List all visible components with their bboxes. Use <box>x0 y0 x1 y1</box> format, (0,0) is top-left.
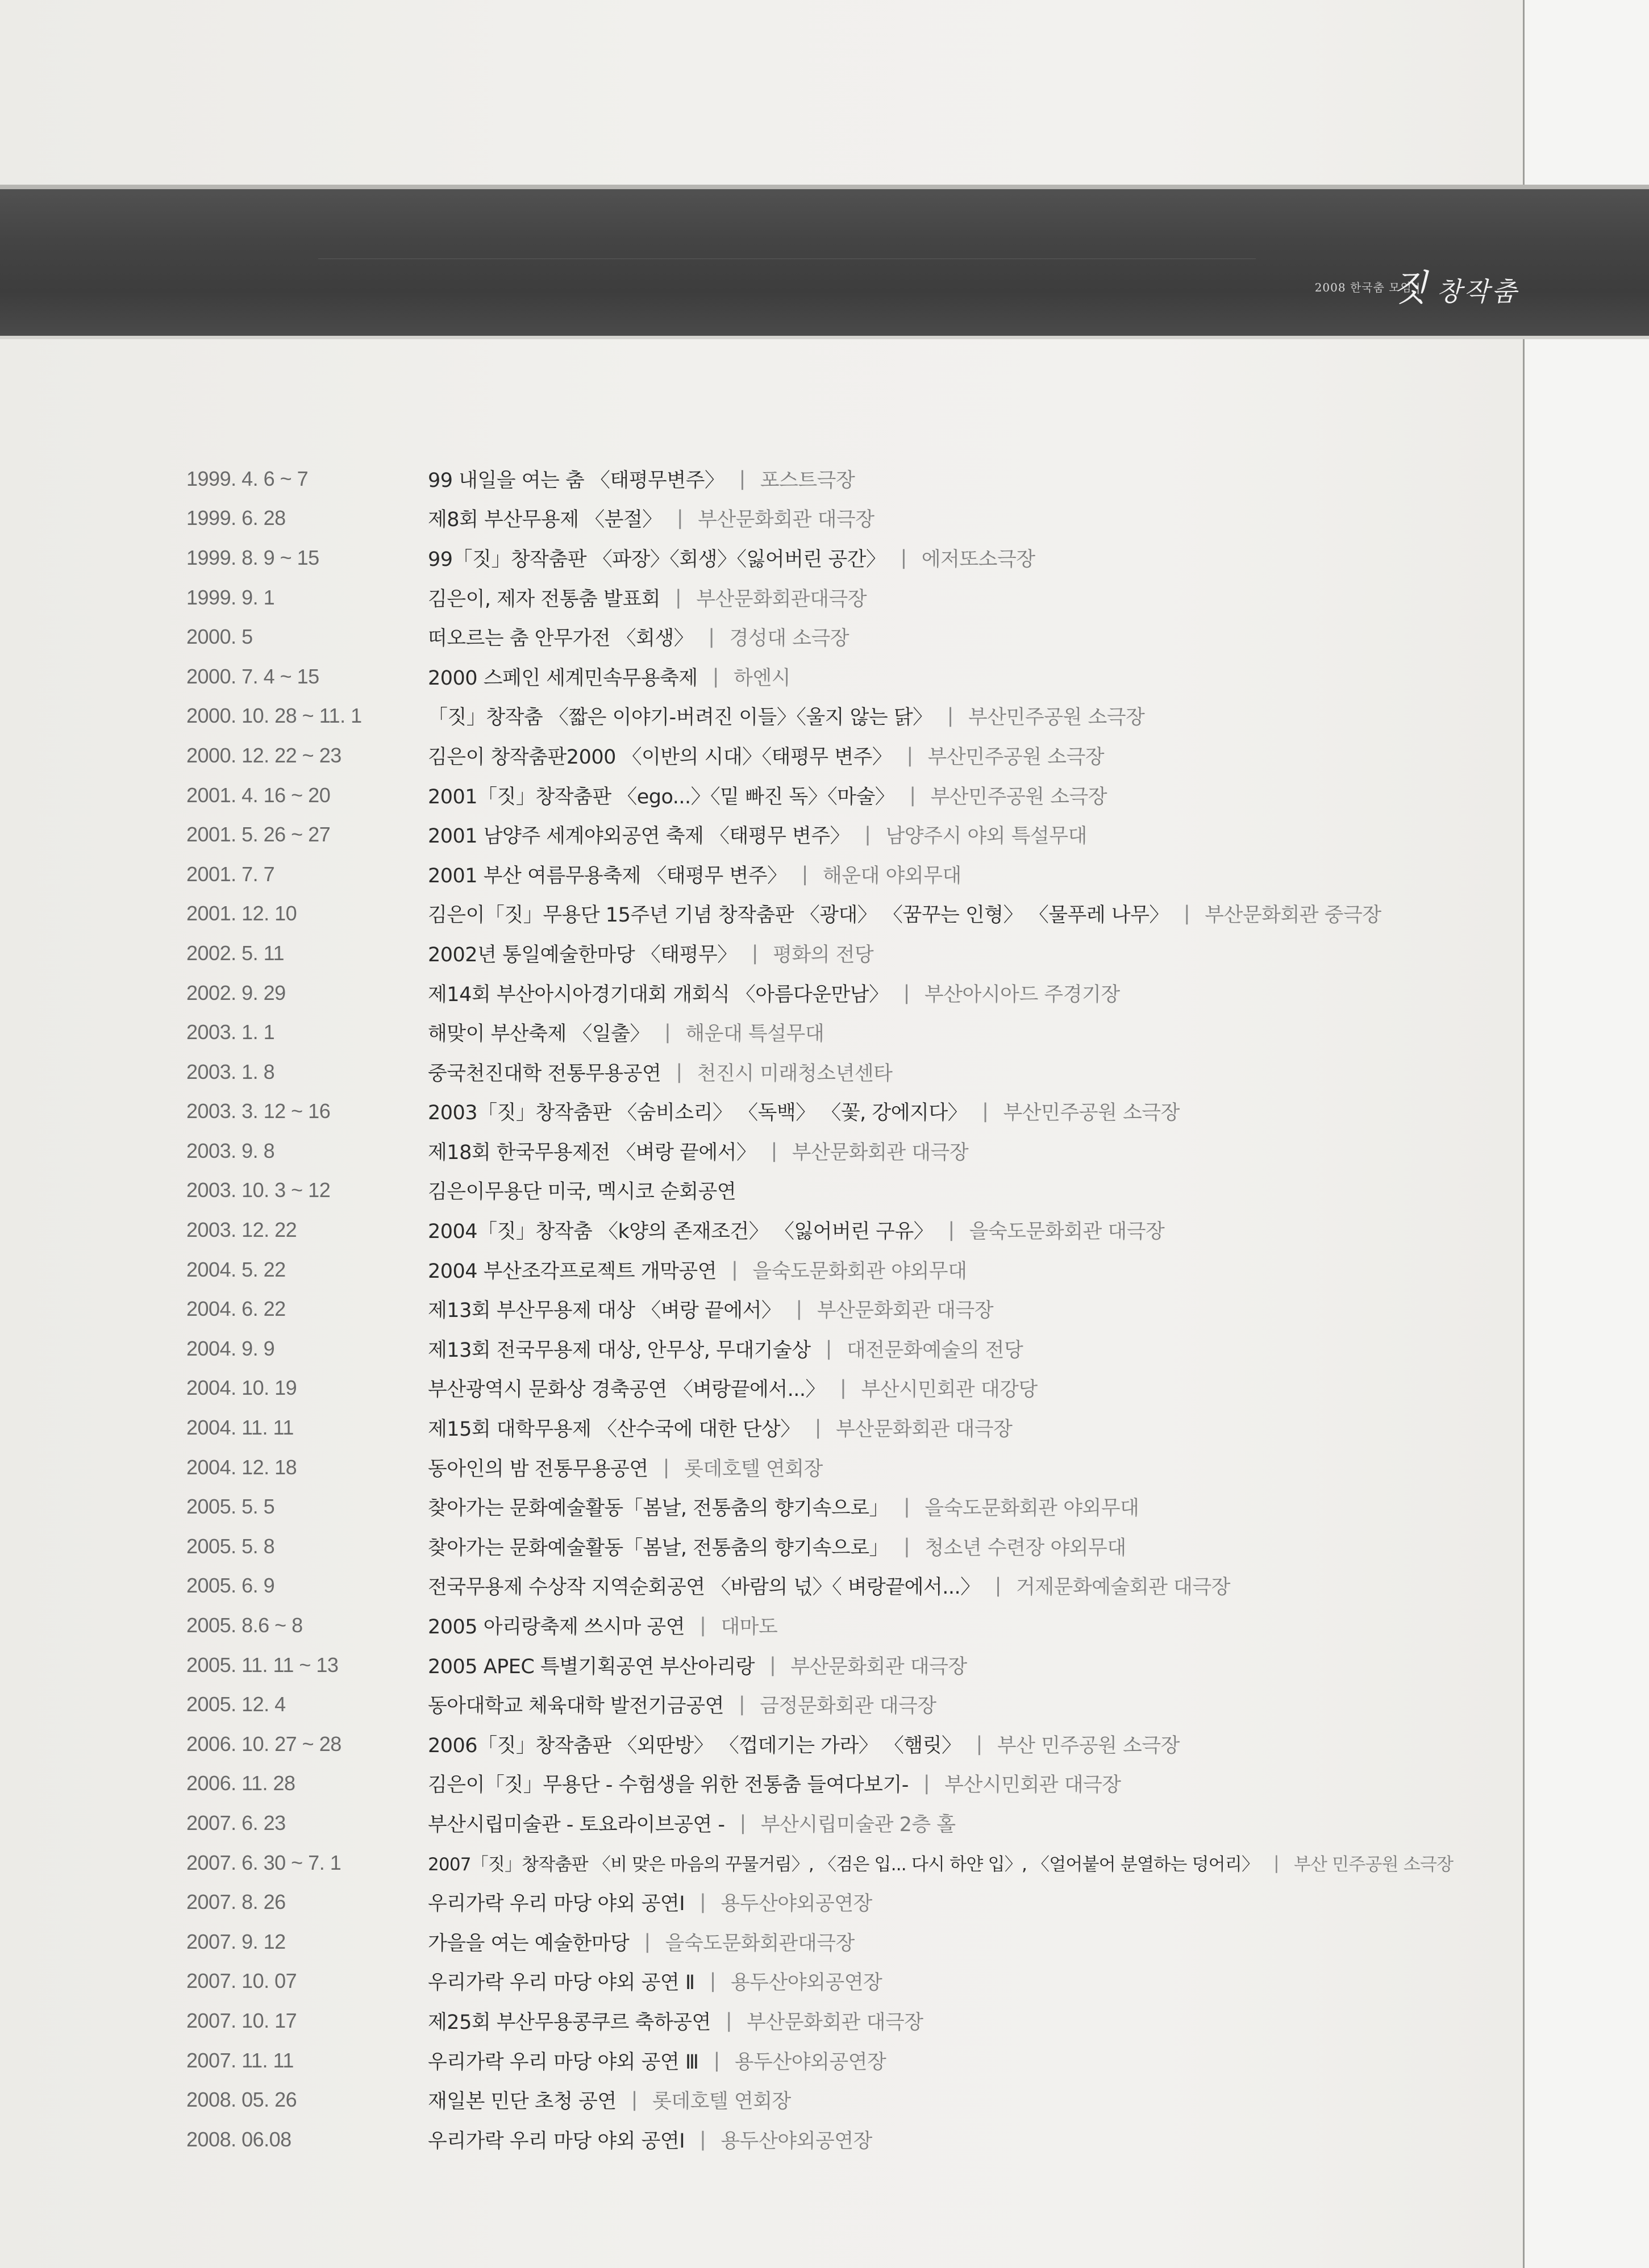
list-item <box>186 1171 1510 1211</box>
header-caption: 2008 한국춤 모임 | <box>1314 281 1421 294</box>
event-venue: 을숙도문화회관 야외무대 <box>752 1260 967 1283</box>
event-venue: 금정문화회관 대극장 <box>760 1695 936 1718</box>
venue-separator: | <box>751 941 759 965</box>
event-date: 2000. 7. 4 ~ 15 <box>186 664 319 688</box>
event-date: 2003. 12. 22 <box>186 1218 297 1242</box>
event-date: 2007. 9. 12 <box>186 1929 286 1953</box>
list-item <box>186 578 1510 618</box>
event-title: 2004 부산조각프로젝트 개막공연 <box>428 1260 717 1283</box>
event-title: 우리가락 우리 마당 야외 공연 Ⅲ <box>428 2050 699 2074</box>
list-item <box>186 894 1510 934</box>
event-venue: 부산 민주공원 소극장 <box>997 1734 1180 1757</box>
event-title: 우리가락 우리 마당 야외 공연Ⅰ <box>428 2129 685 2153</box>
event-venue: 청소년 수련장 야외무대 <box>925 1536 1126 1560</box>
event-date: 2007. 6. 30 ~ 7. 1 <box>186 1850 342 1874</box>
venue-separator: | <box>663 1456 669 1479</box>
list-item <box>186 1843 1510 1883</box>
event-date: 2008. 06.08 <box>186 2127 292 2151</box>
list-item <box>186 1685 1510 1724</box>
event-title: 중국천진대학 전통무용공연 <box>428 1062 661 1085</box>
event-venue: 경성대 소극장 <box>729 627 850 651</box>
event-title: 99「짓」창작춤판 〈파장〉〈회생〉〈잃어버린 공간〉 <box>428 548 886 571</box>
list-item <box>186 1606 1510 1645</box>
list-item <box>186 1131 1510 1171</box>
event-venue: 부산시립미술관 2층 홀 <box>760 1813 956 1836</box>
event-date: 2002. 9. 29 <box>186 981 286 1004</box>
event-date: 1999. 9. 1 <box>186 585 275 609</box>
event-title: 김은이 창작춤판2000 〈이반의 시대〉〈태평무 변주〉 <box>428 745 892 769</box>
list-item <box>186 854 1510 894</box>
venue-separator: | <box>713 2049 720 2072</box>
event-venue: 을숙도문화회관 야외무대 <box>925 1497 1139 1520</box>
event-date: 2005. 5. 5 <box>186 1495 275 1519</box>
list-item <box>186 1329 1510 1369</box>
event-title: 해맞이 부산축제 〈일출〉 <box>428 1023 650 1046</box>
venue-separator: | <box>699 1891 706 1914</box>
list-item <box>186 815 1510 854</box>
list-item <box>186 617 1510 657</box>
event-venue: 부산민주공원 소극장 <box>930 785 1107 808</box>
event-date: 2007. 10. 17 <box>186 2008 297 2032</box>
venue-separator: | <box>631 2088 638 2112</box>
event-title: 「짓」창작춤 〈짧은 이야기-버려진 이들〉〈울지 않는 닭〉 <box>428 706 932 729</box>
event-title: 2006「짓」창작춤판 〈외딴방〉 〈껍데기는 가라〉 〈햄릿〉 <box>428 1734 961 1757</box>
venue-separator: | <box>982 1100 989 1123</box>
list-item <box>186 1645 1510 1685</box>
list-item <box>186 2041 1510 2081</box>
list-item <box>186 1369 1510 1408</box>
event-title: 김은이「짓」무용단 - 수험생을 위한 전통춤 들여다보기- <box>428 1774 909 1797</box>
event-title: 김은이「짓」무용단 15주년 기념 창작춤판 〈광대〉 〈꿈꾸는 인형〉 〈물푸레 나무〉 <box>428 904 1169 927</box>
header-logo <box>1392 259 1519 311</box>
event-title: 제18회 한국무용제전 〈벼랑 끝에서〉 <box>428 1141 756 1164</box>
event-title: 2003「짓」창작춤판 〈숨비소리〉 〈독백〉 〈꽃, 강에지다〉 <box>428 1102 968 1125</box>
event-venue: 용두산야외공연장 <box>730 1971 882 1995</box>
list-item <box>186 1527 1510 1566</box>
venue-separator: | <box>708 626 715 649</box>
venue-separator: | <box>906 744 913 767</box>
event-venue: 롯데호텔 연회장 <box>684 1457 823 1481</box>
venue-separator: | <box>731 1258 738 1281</box>
venue-separator: | <box>739 467 746 490</box>
event-title: 우리가락 우리 마당 야외 공연Ⅰ <box>428 1892 685 1916</box>
event-venue: 거제문화예술회관 대극장 <box>1015 1576 1230 1599</box>
event-venue: 남양주시 야외 특설무대 <box>885 825 1087 848</box>
event-date: 2005. 5. 8 <box>186 1534 275 1558</box>
event-date: 2003. 1. 1 <box>186 1020 275 1044</box>
venue-separator: | <box>644 1930 651 1953</box>
venue-separator: | <box>664 1021 671 1044</box>
event-date: 2002. 5. 11 <box>186 941 284 965</box>
event-venue: 천진시 미래청소년센타 <box>697 1062 893 1085</box>
event-venue: 부산문화회관대극장 <box>696 587 867 611</box>
venue-separator: | <box>769 1653 776 1677</box>
list-item <box>186 933 1510 973</box>
venue-separator: | <box>948 1219 955 1242</box>
event-venue: 부산문화회관 대극장 <box>792 1141 969 1164</box>
event-venue: 을숙도문화회관대극장 <box>665 1932 855 1955</box>
list-item <box>186 1092 1510 1132</box>
event-title: 2001「짓」창작춤판 〈ego...〉〈밑 빠진 독〉〈마술〉 <box>428 785 895 808</box>
event-title: 가을을 여는 예술한마당 <box>428 1932 630 1955</box>
venue-separator: | <box>923 1772 930 1795</box>
event-title: 부산광역시 문화상 경축공연 〈벼랑끝에서...〉 <box>428 1378 826 1402</box>
event-venue: 용두산야외공연장 <box>734 2050 886 2074</box>
venue-separator: | <box>738 1693 746 1716</box>
event-title: 재일본 민단 초청 공연 <box>428 2090 617 2113</box>
event-date: 2004. 9. 9 <box>186 1336 275 1360</box>
event-title: 동아대학교 체육대학 발전기금공연 <box>428 1695 724 1718</box>
venue-separator: | <box>976 1732 982 1756</box>
venue-separator: | <box>1273 1852 1279 1873</box>
event-date: 2003. 1. 8 <box>186 1060 275 1083</box>
list-item <box>186 973 1510 1013</box>
event-date: 2006. 11. 28 <box>186 1771 295 1795</box>
event-title: 2001 남양주 세계야외공연 축제 〈태평무 변주〉 <box>428 825 850 848</box>
list-item <box>186 1052 1510 1092</box>
list-item <box>186 657 1510 697</box>
event-title: 제14회 부산아시아경기대회 개회식 〈아름다운만남〉 <box>428 983 889 1006</box>
list-item <box>186 1803 1510 1843</box>
event-title: 찾아가는 문화예술활동「봄날, 전통춤의 향기속으로」 <box>428 1536 889 1560</box>
event-title: 전국무용제 수상작 지역순회공연 〈바람의 넋〉〈 벼랑끝에서...〉 <box>428 1576 980 1599</box>
venue-separator: | <box>801 862 808 886</box>
event-date: 2004. 5. 22 <box>186 1257 286 1281</box>
event-venue: 부산아시아드 주경기장 <box>924 983 1120 1006</box>
venue-separator: | <box>900 546 907 569</box>
venue-separator: | <box>712 665 719 688</box>
list-item <box>186 1210 1510 1250</box>
event-venue: 부산문화회관 대극장 <box>747 2011 923 2034</box>
logo-subtitle: 창작춤 <box>1436 276 1519 307</box>
event-date: 2007. 6. 23 <box>186 1811 286 1835</box>
venue-separator: | <box>709 1970 716 1993</box>
event-title: 부산시립미술관 - 토요라이브공연 - <box>428 1813 725 1836</box>
list-item <box>186 2080 1510 2120</box>
event-title: 2000 스페인 세계민속무용축제 <box>428 666 698 690</box>
event-date: 2007. 10. 07 <box>186 1969 297 1993</box>
event-venue: 부산민주공원 소극장 <box>927 745 1105 769</box>
event-date: 2005. 12. 4 <box>186 1692 286 1716</box>
event-venue: 대전문화예술의 전당 <box>846 1339 1023 1362</box>
venue-separator: | <box>947 704 953 728</box>
list-item <box>186 1289 1510 1329</box>
event-venue: 부산시민회관 대극장 <box>944 1774 1121 1797</box>
list-item <box>186 776 1510 815</box>
event-date: 2001. 4. 16 ~ 20 <box>186 783 331 807</box>
event-title: 김은이, 제자 전통춤 발표회 <box>428 587 660 611</box>
event-title: 김은이무용단 미국, 멕시코 순회공연 <box>428 1181 736 1204</box>
event-title: 제8회 부산무용제 〈분절〉 <box>428 508 662 532</box>
venue-separator: | <box>1183 902 1190 925</box>
event-venue: 롯데호텔 연회장 <box>652 2090 791 2113</box>
event-date: 2005. 8.6 ~ 8 <box>186 1614 303 1637</box>
event-date: 2000. 5 <box>186 625 253 649</box>
event-venue: 부산문화회관 대극장 <box>836 1418 1013 1441</box>
event-venue: 평화의 전당 <box>773 943 874 966</box>
event-venue: 을숙도문화회관 대극장 <box>969 1220 1165 1244</box>
venue-separator: | <box>994 1574 1001 1598</box>
event-venue: 하엔시 <box>734 666 790 690</box>
venue-separator: | <box>903 981 910 1004</box>
event-venue: 부산민주공원 소극장 <box>968 706 1145 729</box>
event-venue: 해운대 야외무대 <box>822 864 961 887</box>
event-date: 2001. 5. 26 ~ 27 <box>186 823 331 847</box>
logo-mark: 짓 <box>1392 268 1429 310</box>
event-date: 1999. 4. 6 ~ 7 <box>186 466 309 490</box>
event-venue: 부산문화회관 대극장 <box>817 1299 994 1323</box>
event-venue: 대마도 <box>721 1616 778 1639</box>
venue-separator: | <box>840 1377 847 1400</box>
venue-separator: | <box>903 1495 910 1519</box>
list-item <box>186 1012 1510 1052</box>
event-venue: 용두산야외공연장 <box>721 1892 872 1916</box>
event-date: 1999. 6. 28 <box>186 506 286 530</box>
event-date: 2005. 6. 9 <box>186 1574 275 1598</box>
event-date: 2003. 9. 8 <box>186 1139 275 1162</box>
venue-separator: | <box>674 586 682 609</box>
event-date: 2007. 8. 26 <box>186 1890 286 1914</box>
event-date: 2008. 05. 26 <box>186 2088 297 2112</box>
event-venue: 용두산야외공연장 <box>721 2129 872 2153</box>
event-title: 제13회 부산무용제 대상 〈벼랑 끝에서〉 <box>428 1299 781 1323</box>
event-title: 제13회 전국무용제 대상, 안무상, 무대기술상 <box>428 1339 811 1362</box>
list-item <box>186 736 1510 776</box>
event-date: 2000. 10. 28 ~ 11. 1 <box>186 704 362 728</box>
list-item <box>186 459 1510 499</box>
venue-separator: | <box>699 2128 706 2151</box>
venue-separator: | <box>864 823 871 847</box>
event-date: 2004. 10. 19 <box>186 1376 297 1400</box>
venue-separator: | <box>909 783 916 807</box>
list-item <box>186 538 1510 578</box>
event-venue: 부산문화회관 중극장 <box>1205 904 1381 927</box>
list-item <box>186 1448 1510 1487</box>
event-date: 2003. 10. 3 ~ 12 <box>186 1178 331 1202</box>
venue-separator: | <box>771 1139 777 1162</box>
event-date: 2001. 12. 10 <box>186 902 297 925</box>
venue-separator: | <box>903 1535 910 1558</box>
event-venue: 부산시민회관 대강당 <box>861 1378 1038 1402</box>
event-title: 2002년 통일예술한마당 〈태평무〉 <box>428 943 737 966</box>
list-item <box>186 1882 1510 1922</box>
venue-separator: | <box>725 2009 732 2032</box>
event-date: 2003. 3. 12 ~ 16 <box>186 1099 331 1123</box>
performance-history-list <box>186 459 1510 2159</box>
event-date: 2005. 11. 11 ~ 13 <box>186 1653 339 1677</box>
event-title: 2005 APEC 특별기획공연 부산아리랑 <box>428 1655 755 1678</box>
list-item <box>186 1566 1510 1606</box>
venue-separator: | <box>699 1614 706 1637</box>
list-item <box>186 499 1510 539</box>
event-date: 2004. 12. 18 <box>186 1455 297 1479</box>
event-venue: 부산민주공원 소극장 <box>1003 1102 1180 1125</box>
list-item <box>186 2120 1510 2159</box>
event-title: 우리가락 우리 마당 야외 공연 Ⅱ <box>428 1971 695 1995</box>
event-title: 2007「짓」창작춤판 〈비 맞은 마음의 꾸물거림〉, 〈검은 입... 다시 하얀 입〉, 〈얼어붙어 분열하는 덩어리〉 <box>428 1854 1259 1875</box>
event-title: 2005 아리랑축제 쓰시마 공연 <box>428 1616 685 1639</box>
event-venue: 포스트극장 <box>760 469 855 492</box>
header-band-bottom-edge <box>0 336 1649 339</box>
event-venue: 해운대 특설무대 <box>685 1023 824 1046</box>
event-title: 동아인의 밤 전통무용공연 <box>428 1457 648 1481</box>
event-venue: 에저또소극장 <box>921 548 1035 571</box>
event-title: 찾아가는 문화예술활동「봄날, 전통춤의 향기속으로」 <box>428 1497 889 1520</box>
event-title: 제25회 부산무용콩쿠르 축하공연 <box>428 2011 711 2034</box>
event-date: 1999. 8. 9 ~ 15 <box>186 545 319 569</box>
event-title: 제15회 대학무용제 〈산수국에 대한 단상〉 <box>428 1418 800 1441</box>
list-item <box>186 697 1510 736</box>
event-title: 떠오르는 춤 안무가전 〈회생〉 <box>428 627 694 651</box>
list-item <box>186 1487 1510 1527</box>
venue-separator: | <box>739 1811 746 1835</box>
event-title: 2004「짓」창작춤 〈k양의 존재조건〉 〈잃어버린 구유〉 <box>428 1220 934 1244</box>
list-item <box>186 1962 1510 2002</box>
event-venue: 부산문화회관 대극장 <box>698 508 875 532</box>
event-venue: 부산 민주공원 소극장 <box>1293 1854 1454 1875</box>
venue-separator: | <box>676 507 684 530</box>
venue-separator: | <box>796 1298 802 1321</box>
venue-separator: | <box>825 1337 832 1360</box>
list-item <box>186 1922 1510 1962</box>
event-title: 2001 부산 여름무용축제 〈태평무 변주〉 <box>428 864 787 887</box>
event-title: 99 내일을 여는 춤 〈태평무변주〉 <box>428 469 724 492</box>
event-date: 2006. 10. 27 ~ 28 <box>186 1732 342 1756</box>
event-date: 2001. 7. 7 <box>186 862 275 886</box>
list-item <box>186 1724 1510 1764</box>
event-date: 2004. 6. 22 <box>186 1297 286 1321</box>
venue-separator: | <box>676 1060 682 1083</box>
adjacent-page-strip <box>1525 0 1649 2268</box>
event-date: 2000. 12. 22 ~ 23 <box>186 743 342 767</box>
event-date: 2004. 11. 11 <box>186 1416 294 1440</box>
venue-separator: | <box>814 1416 821 1440</box>
header-band-top-edge <box>0 185 1649 189</box>
list-item <box>186 1764 1510 1804</box>
event-venue: 부산문화회관 대극장 <box>790 1655 967 1678</box>
list-item <box>186 1250 1510 1290</box>
event-date: 2007. 11. 11 <box>186 2048 294 2072</box>
list-item <box>186 2001 1510 2041</box>
list-item <box>186 1408 1510 1448</box>
